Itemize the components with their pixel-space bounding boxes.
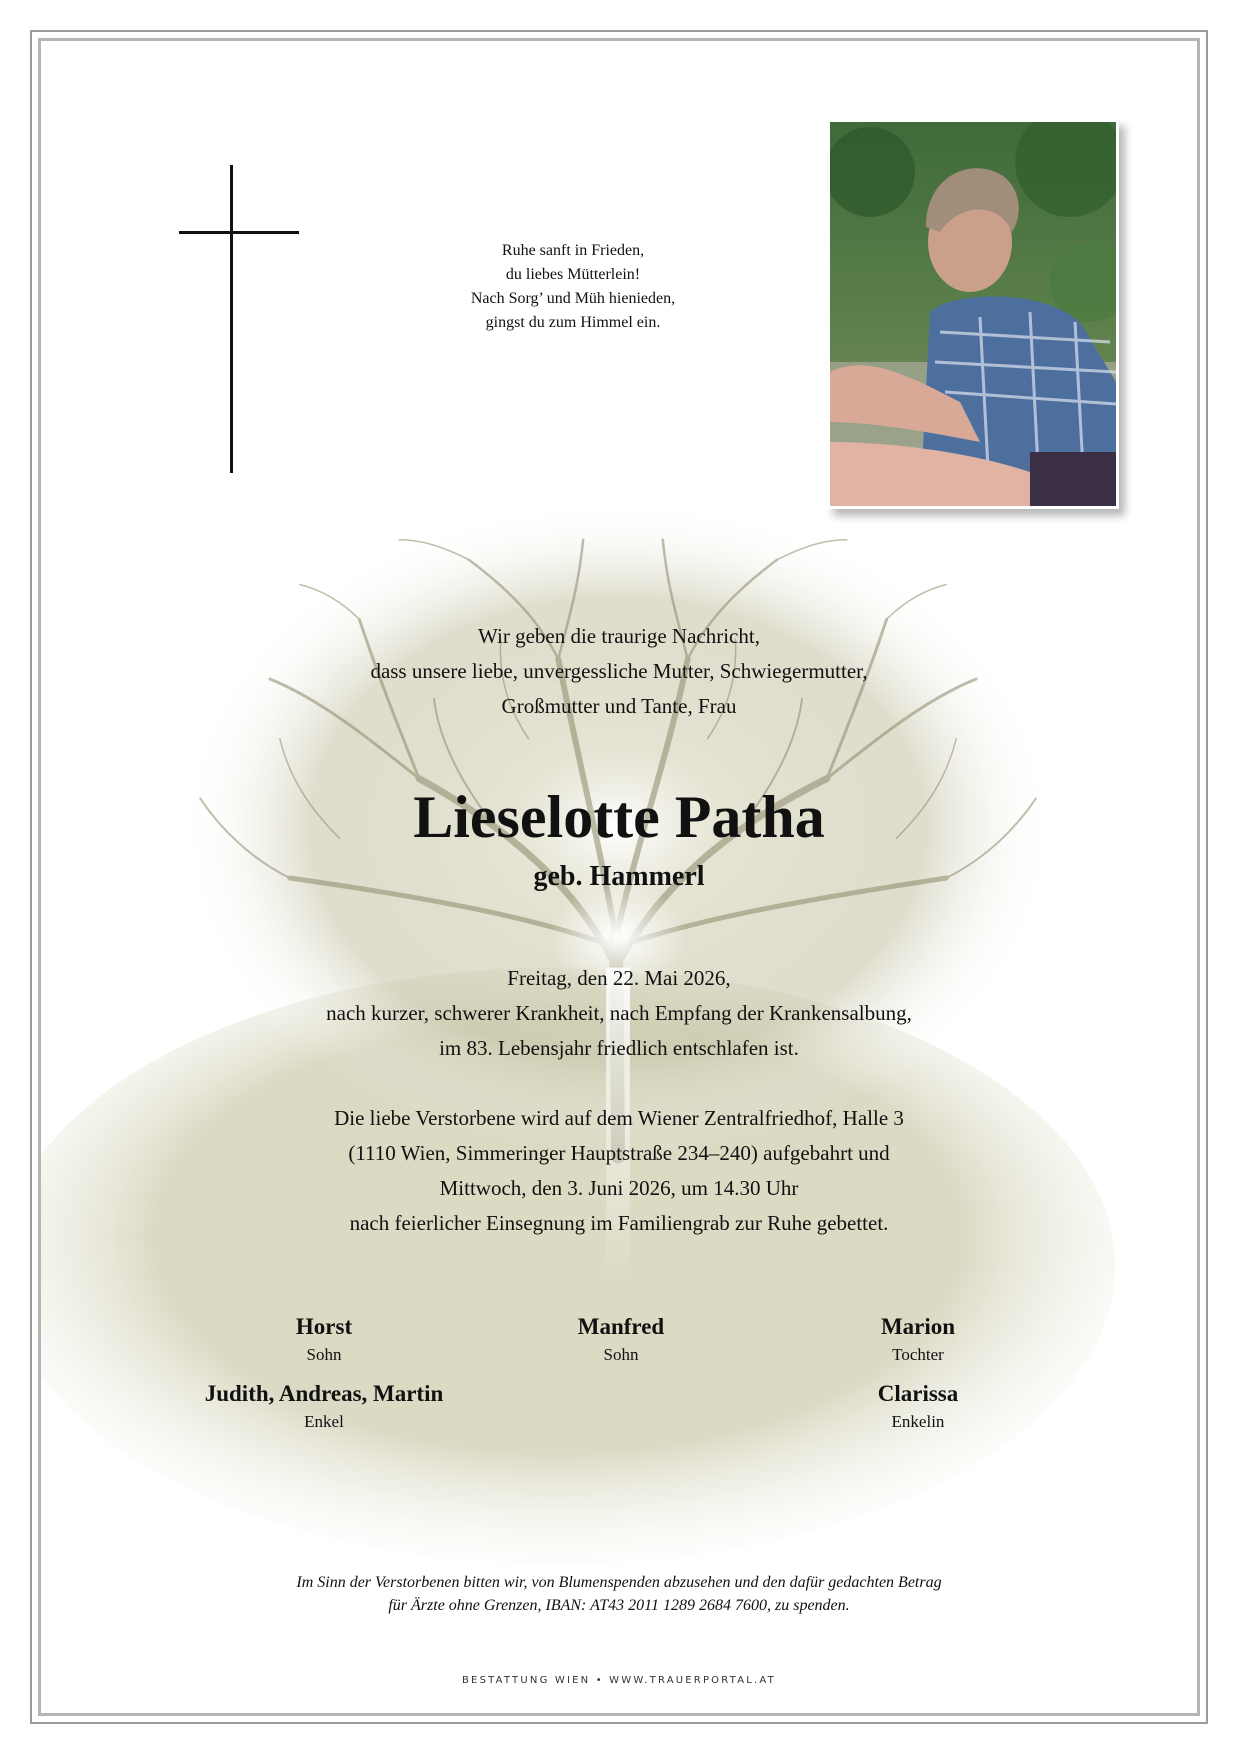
announcement-line: Wir geben die traurige Nachricht, <box>478 624 760 648</box>
memorial-verse <box>423 239 723 335</box>
mourner-entry <box>768 1312 1068 1368</box>
mourner-relation: Enkel <box>304 1412 344 1431</box>
donation-line: für Ärzte ohne Grenzen, IBAN: AT43 2011 1289 2684 7600, zu spenden. <box>388 1597 850 1614</box>
verse-line: Nach Sorg’ und Müh hienieden, <box>470 290 676 307</box>
mourner-relation: Enkelin <box>891 1412 945 1431</box>
mourner-entry <box>174 1312 474 1368</box>
mourner-relation: Tochter <box>892 1345 944 1364</box>
death-line: im 83. Lebensjahr friedlich entschlafen ist. <box>439 1036 799 1060</box>
donation-note <box>41 1571 1197 1617</box>
verse-line: Ruhe sanft in Frieden, <box>501 242 645 259</box>
footer-credit: BESTATTUNG WIEN • WWW.TRAUERPORTAL.AT <box>462 1675 776 1686</box>
mourner-entry <box>471 1312 771 1368</box>
announcement-line: dass unsere liebe, unvergessliche Mutter, Schwiegermutter, <box>370 659 868 683</box>
death-line: Freitag, den 22. Mai 2026, <box>507 966 731 990</box>
funeral-line: Mittwoch, den 3. Juni 2026, um 14.30 Uhr <box>439 1176 799 1200</box>
deceased-name: Lieselotte Patha <box>413 784 825 850</box>
funeral-line: nach feierlicher Einsegnung im Familiengrab zur Ruhe gebettet. <box>349 1211 889 1235</box>
mourner-name: Manfred <box>577 1314 665 1339</box>
portrait-photo <box>827 119 1119 509</box>
cross-icon <box>179 165 299 473</box>
verse-line: du liebes Mütterlein! <box>505 266 641 283</box>
verse-line: gingst du zum Himmel ein. <box>485 314 661 331</box>
notice-card <box>38 38 1200 1716</box>
death-line: nach kurzer, schwerer Krankheit, nach Empfang der Krankensalbung, <box>326 1001 912 1025</box>
mourner-relation: Sohn <box>603 1345 639 1364</box>
donation-line: Im Sinn der Verstorbenen bitten wir, von Blumenspenden abzusehen und den dafür gedachten Betrag <box>296 1574 942 1591</box>
mourner-name: Marion <box>880 1314 956 1339</box>
funeral-details-text <box>41 1101 1197 1241</box>
mourner-name: Horst <box>295 1314 353 1339</box>
funeral-line: (1110 Wien, Simmeringer Hauptstraße 234–240) aufgebahrt und <box>348 1141 890 1165</box>
mourner-relation: Sohn <box>306 1345 342 1364</box>
mourner-entry <box>768 1379 1068 1435</box>
announcement-text <box>41 619 1197 724</box>
funeral-line: Die liebe Verstorbene wird auf dem Wiener Zentralfriedhof, Halle 3 <box>334 1106 904 1130</box>
maiden-name: geb. Hammerl <box>533 861 705 892</box>
mourner-entry <box>174 1379 474 1435</box>
mourner-name: Clarissa <box>877 1381 959 1406</box>
mourner-name: Judith, Andreas, Martin <box>204 1381 444 1406</box>
announcement-line: Großmutter und Tante, Frau <box>501 694 737 718</box>
death-notice-text <box>41 961 1197 1066</box>
